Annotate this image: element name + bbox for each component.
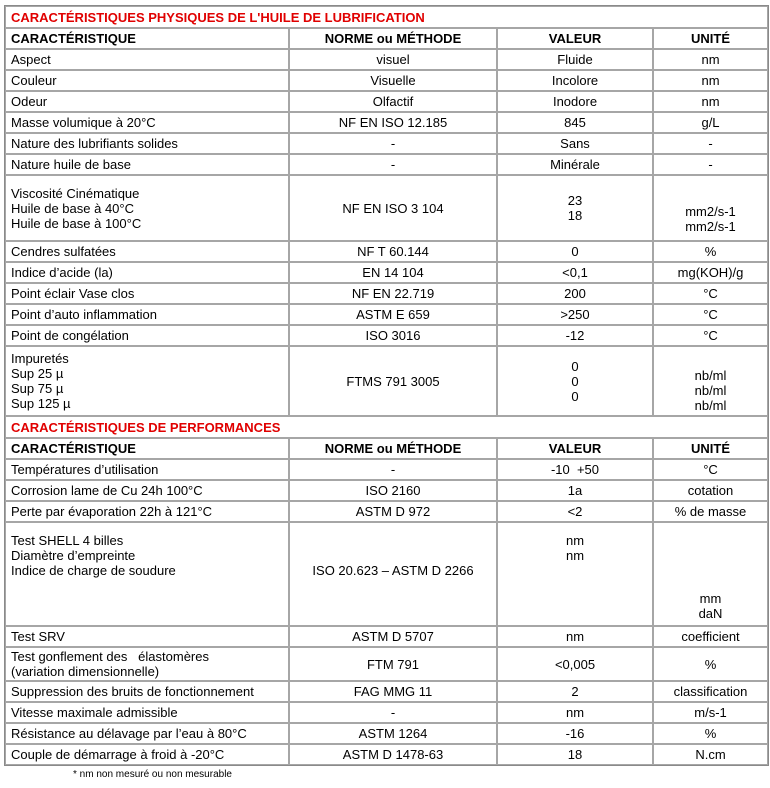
shell-unit: mm bbox=[699, 591, 722, 606]
shell-label bbox=[5, 522, 289, 626]
cell-unite: cotation bbox=[653, 480, 768, 501]
cell-valeur: 0 bbox=[497, 241, 653, 262]
shell-line: Diamètre d’empreinte bbox=[11, 548, 136, 563]
cell-caracteristique: Suppression des bruits de fonctionnement bbox=[5, 681, 289, 702]
cell-valeur: 1a bbox=[497, 480, 653, 501]
header-unite: UNITÉ bbox=[653, 438, 768, 459]
cell-unite: °C bbox=[653, 283, 768, 304]
cell-caracteristique: Cendres sulfatées bbox=[5, 241, 289, 262]
spec-sheet bbox=[4, 5, 767, 766]
table-row bbox=[5, 723, 768, 744]
table-row-viscosity bbox=[5, 175, 768, 241]
cell-norme: FAG MMG 11 bbox=[289, 681, 497, 702]
physical-section bbox=[5, 6, 768, 49]
cell-norme: - bbox=[289, 459, 497, 480]
performance-rows bbox=[5, 459, 768, 522]
header-norme: NORME ou MÉTHODE bbox=[289, 438, 497, 459]
viscosity-line: Huile de base à 100°C bbox=[11, 215, 142, 231]
cell-valeur: Incolore bbox=[497, 70, 653, 91]
cell-valeur: -12 bbox=[497, 325, 653, 346]
table-row bbox=[5, 112, 768, 133]
cell-caracteristique: Odeur bbox=[5, 91, 289, 112]
viscosity-label bbox=[5, 175, 289, 241]
cell-norme: ASTM D 1478-63 bbox=[289, 744, 497, 765]
shell-unit: daN bbox=[698, 606, 723, 621]
spec-table bbox=[4, 5, 769, 766]
cell-caracteristique: Nature des lubrifiants solides bbox=[5, 133, 289, 154]
impuretes-unite bbox=[653, 346, 768, 416]
cell-caracteristique: Résistance au délavage par l’eau à 80°C bbox=[5, 723, 289, 744]
table-row bbox=[5, 304, 768, 325]
cell-unite: nm bbox=[653, 70, 768, 91]
cell-norme: visuel bbox=[289, 49, 497, 70]
table-row bbox=[5, 744, 768, 765]
cell-caracteristique: Corrosion lame de Cu 24h 100°C bbox=[5, 480, 289, 501]
impuretes-line: Sup 75 µ bbox=[11, 381, 64, 396]
cell-valeur: <0,1 bbox=[497, 262, 653, 283]
cell-unite: g/L bbox=[653, 112, 768, 133]
viscosity-line: Viscosité Cinématique bbox=[11, 185, 140, 201]
shell-unite bbox=[653, 522, 768, 626]
header-row bbox=[5, 438, 768, 459]
cell-unite: nm bbox=[653, 49, 768, 70]
table-row bbox=[5, 283, 768, 304]
cell-valeur: Sans bbox=[497, 133, 653, 154]
table-row bbox=[5, 133, 768, 154]
srv-unite: coefficient bbox=[653, 626, 768, 647]
cell-valeur: 18 bbox=[497, 744, 653, 765]
table-row bbox=[5, 702, 768, 723]
cell-unite: - bbox=[653, 154, 768, 175]
cell-unite: % bbox=[653, 241, 768, 262]
table-row-impuretes bbox=[5, 346, 768, 416]
table-row bbox=[5, 70, 768, 91]
header-caracteristique: CARACTÉRISTIQUE bbox=[5, 438, 289, 459]
cell-unite: N.cm bbox=[653, 744, 768, 765]
cell-norme: NF EN ISO 12.185 bbox=[289, 112, 497, 133]
cell-unite: °C bbox=[653, 459, 768, 480]
cell-unite: % de masse bbox=[653, 501, 768, 522]
performance-rows-2 bbox=[5, 681, 768, 765]
impuretes-unit: nb/ml bbox=[694, 383, 727, 398]
cell-unite: nm bbox=[653, 91, 768, 112]
cell-caracteristique: Masse volumique à 20°C bbox=[5, 112, 289, 133]
gonflement-norme: FTM 791 bbox=[289, 647, 497, 681]
table-row-shell bbox=[5, 522, 768, 626]
impuretes-value: 0 bbox=[571, 373, 579, 389]
viscosity-unit: mm2/s-1 bbox=[685, 204, 736, 219]
header-norme: NORME ou MÉTHODE bbox=[289, 28, 497, 49]
cell-caracteristique: Point d’auto inflammation bbox=[5, 304, 289, 325]
cell-unite: °C bbox=[653, 304, 768, 325]
cell-caracteristique: Aspect bbox=[5, 49, 289, 70]
cell-norme: Visuelle bbox=[289, 70, 497, 91]
header-valeur: VALEUR bbox=[497, 438, 653, 459]
impuretes-value: 0 bbox=[571, 388, 579, 404]
header-valeur: VALEUR bbox=[497, 28, 653, 49]
cell-unite: - bbox=[653, 133, 768, 154]
cell-norme: - bbox=[289, 702, 497, 723]
cell-norme: ASTM D 972 bbox=[289, 501, 497, 522]
impuretes-line: Sup 25 µ bbox=[11, 366, 64, 381]
cell-norme: NF EN 22.719 bbox=[289, 283, 497, 304]
footnote: * nm non mesuré ou non mesurable bbox=[73, 769, 232, 780]
table-row bbox=[5, 681, 768, 702]
cell-caracteristique: Températures d’utilisation bbox=[5, 459, 289, 480]
cell-valeur: 200 bbox=[497, 283, 653, 304]
gonflement-valeur: <0,005 bbox=[497, 647, 653, 681]
viscosity-unite bbox=[653, 175, 768, 241]
shell-norme: ISO 20.623 – ASTM D 2266 bbox=[289, 522, 497, 626]
table-row-gonflement bbox=[5, 647, 768, 681]
impuretes-section bbox=[5, 346, 768, 416]
cell-valeur: nm bbox=[497, 702, 653, 723]
cell-norme: - bbox=[289, 133, 497, 154]
cell-norme: Olfactif bbox=[289, 91, 497, 112]
cell-valeur: Minérale bbox=[497, 154, 653, 175]
table-row bbox=[5, 459, 768, 480]
viscosity-unit: mm2/s-1 bbox=[685, 219, 736, 234]
viscosity-valeur bbox=[497, 175, 653, 241]
cell-caracteristique: Couple de démarrage à froid à -20°C bbox=[5, 744, 289, 765]
shell-section bbox=[5, 522, 768, 681]
cell-norme: ISO 3016 bbox=[289, 325, 497, 346]
table-row bbox=[5, 49, 768, 70]
gonflement-unite: % bbox=[653, 647, 768, 681]
viscosity-value: 23 bbox=[567, 193, 583, 208]
cell-unite: m/s-1 bbox=[653, 702, 768, 723]
cell-valeur: <2 bbox=[497, 501, 653, 522]
header-unite: UNITÉ bbox=[653, 28, 768, 49]
srv-valeur: nm bbox=[497, 626, 653, 647]
physical-rows bbox=[5, 49, 768, 175]
header-caracteristique: CARACTÉRISTIQUE bbox=[5, 28, 289, 49]
cell-norme: ASTM E 659 bbox=[289, 304, 497, 325]
shell-line: Test SHELL 4 billes bbox=[11, 533, 124, 548]
cell-valeur: -10 +50 bbox=[497, 459, 653, 480]
cell-norme: EN 14 104 bbox=[289, 262, 497, 283]
shell-valeur bbox=[497, 522, 653, 626]
srv-norme: ASTM D 5707 bbox=[289, 626, 497, 647]
gonflement-line: (variation dimensionnelle) bbox=[11, 664, 160, 679]
table-row bbox=[5, 91, 768, 112]
table-row bbox=[5, 262, 768, 283]
cell-valeur: Fluide bbox=[497, 49, 653, 70]
cell-norme: ASTM 1264 bbox=[289, 723, 497, 744]
cell-valeur: 2 bbox=[497, 681, 653, 702]
cell-valeur: >250 bbox=[497, 304, 653, 325]
viscosity-value: 18 bbox=[567, 208, 583, 223]
cell-unite: mg(KOH)/g bbox=[653, 262, 768, 283]
cell-caracteristique: Couleur bbox=[5, 70, 289, 91]
gonflement-line: Test gonflement des élastomères bbox=[11, 649, 209, 664]
impuretes-unit: nb/ml bbox=[694, 398, 727, 413]
table-row-srv bbox=[5, 626, 768, 647]
cell-norme: NF T 60.144 bbox=[289, 241, 497, 262]
section-title-physical: CARACTÉRISTIQUES PHYSIQUES DE L'HUILE DE LUBRIFICATION bbox=[5, 6, 768, 28]
physical-rows-2 bbox=[5, 241, 768, 346]
cell-caracteristique: Indice d’acide (la) bbox=[5, 262, 289, 283]
cell-caracteristique: Nature huile de base bbox=[5, 154, 289, 175]
shell-value: nm bbox=[565, 533, 585, 548]
impuretes-line: Sup 125 µ bbox=[11, 396, 71, 411]
table-row bbox=[5, 325, 768, 346]
impuretes-label bbox=[5, 346, 289, 416]
table-row bbox=[5, 241, 768, 262]
cell-caracteristique: Point de congélation bbox=[5, 325, 289, 346]
performance-section bbox=[5, 416, 768, 459]
viscosity-line: Huile de base à 40°C bbox=[11, 200, 134, 216]
cell-caracteristique: Vitesse maximale admissible bbox=[5, 702, 289, 723]
cell-valeur: 845 bbox=[497, 112, 653, 133]
cell-norme: - bbox=[289, 154, 497, 175]
gonflement-label bbox=[5, 647, 289, 681]
shell-line: Indice de charge de soudure bbox=[11, 563, 176, 578]
viscosity-section bbox=[5, 175, 768, 241]
table-row bbox=[5, 501, 768, 522]
viscosity-norme: NF EN ISO 3 104 bbox=[289, 175, 497, 241]
impuretes-norme: FTMS 791 3005 bbox=[289, 346, 497, 416]
impuretes-value: 0 bbox=[571, 358, 579, 374]
cell-unite: classification bbox=[653, 681, 768, 702]
impuretes-line: Impuretés bbox=[11, 351, 69, 366]
srv-label: Test SRV bbox=[5, 626, 289, 647]
impuretes-valeur bbox=[497, 346, 653, 416]
header-row bbox=[5, 28, 768, 49]
impuretes-unit: nb/ml bbox=[694, 368, 727, 383]
cell-valeur: -16 bbox=[497, 723, 653, 744]
shell-value: nm bbox=[565, 548, 585, 563]
cell-caracteristique: Perte par évaporation 22h à 121°C bbox=[5, 501, 289, 522]
cell-valeur: Inodore bbox=[497, 91, 653, 112]
table-row bbox=[5, 480, 768, 501]
cell-unite: °C bbox=[653, 325, 768, 346]
section-title-performance: CARACTÉRISTIQUES DE PERFORMANCES bbox=[5, 416, 768, 438]
cell-caracteristique: Point éclair Vase clos bbox=[5, 283, 289, 304]
cell-unite: % bbox=[653, 723, 768, 744]
cell-norme: ISO 2160 bbox=[289, 480, 497, 501]
table-row bbox=[5, 154, 768, 175]
